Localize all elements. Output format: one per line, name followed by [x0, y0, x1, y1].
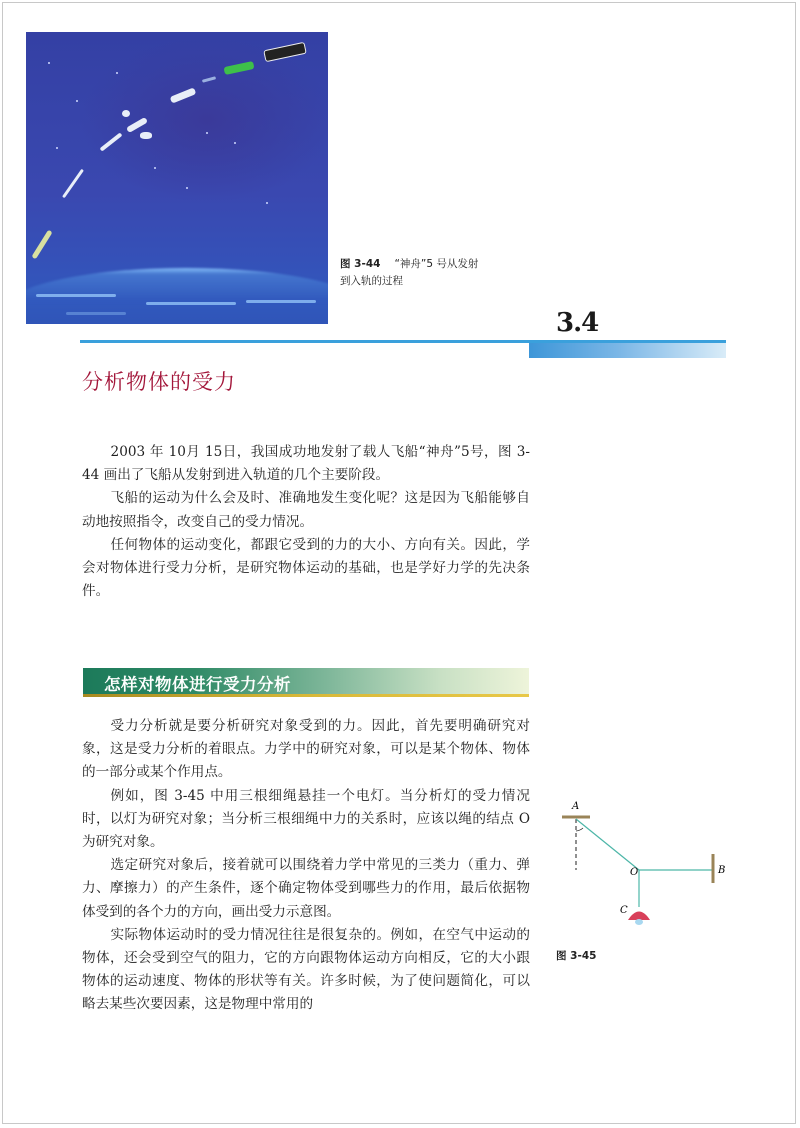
spacecraft-stage — [170, 87, 197, 103]
paragraph: 受力分析就是要分析研究对象受到的力。因此，首先要明确研究对象，这是受力分析的着眼点。力学中的研究对象，可以是某个物体、物体的一部分或某个作用点。 — [82, 718, 530, 781]
earth-cloud — [66, 312, 126, 315]
section-rule-block — [529, 343, 726, 358]
star — [116, 72, 118, 74]
paragraph: 例如，图 3-45 中用三根细绳悬挂一个电灯。当分析灯的受力情况时，以灯为研究对象；当分析三根细绳中力的关系时，应该以绳的结点 O 为研究对象。 — [82, 787, 530, 851]
paragraph: 2003 年 10月 15日，我国成功地发射了载人飞船“神舟”5号，图 3-44 画出了飞船从发射到进入轨道的几个主要阶段。 — [82, 444, 530, 484]
label-a: A — [572, 801, 580, 812]
rocket-launch-stage — [31, 230, 52, 260]
rope-ao — [576, 819, 639, 870]
section-number: 3.4 — [556, 308, 599, 338]
rocket-second-stage — [126, 117, 148, 133]
fairing-piece — [140, 132, 152, 139]
spacecraft-orbit — [263, 42, 307, 62]
spacecraft-solar-panel — [223, 61, 254, 75]
star — [266, 202, 268, 204]
intro-text — [82, 441, 530, 603]
star — [76, 100, 78, 102]
star — [154, 167, 156, 169]
fairing-piece — [122, 110, 130, 117]
angle-arc — [576, 828, 583, 831]
star — [186, 187, 188, 189]
paragraph: 飞船的运动为什么会及时、准确地发生变化呢？这是因为飞船能够自动地按照指令，改变自己的受力情况。 — [82, 490, 530, 530]
subsection-title: 怎样对物体进行受力分析 — [104, 675, 291, 694]
figure-3-44-caption — [340, 256, 540, 290]
caption-line-1: “神舟”5 号从发射 — [394, 258, 479, 270]
label-o: O — [630, 867, 639, 878]
star — [48, 62, 50, 64]
label-b: B — [718, 865, 726, 876]
lamp-bulb — [635, 919, 643, 925]
star — [206, 132, 208, 134]
rocket-booster-stage — [62, 169, 84, 199]
lamp-shade — [628, 912, 650, 921]
spacecraft-stage — [202, 76, 216, 83]
caption-line-2: 到入轨的过程 — [340, 275, 403, 287]
label-c: C — [620, 905, 628, 916]
body-text — [82, 715, 530, 1017]
rocket-first-stage — [100, 132, 123, 151]
paragraph: 选定研究对象后，接着就可以围绕着力学中常见的三类力（重力、弹力、摩擦力）的产生条件，逐个确定物体受到哪些力的作用，最后依据物体受到的各个力的方向，画出受力示意图。 — [82, 857, 530, 920]
star — [234, 142, 236, 144]
paragraph: 实际物体运动时的受力情况往往是很复杂的。例如，在空气中运动的物体，还会受到空气的阻力，它的方向跟物体运动方向相反，它的大小跟物体的运动速度、物体的形状等有关。许多时候，为了使问题简化，可以略去某些次要因素，这是物理中常用的 — [82, 926, 530, 1013]
earth-cloud — [36, 294, 116, 297]
earth-cloud — [246, 300, 316, 303]
figure-3-45-caption: 图 3-45 — [556, 950, 597, 962]
earth-cloud — [146, 302, 236, 305]
figure-3-44-image — [26, 32, 328, 324]
section-title: 分析物体的受力 — [82, 370, 236, 394]
figure-3-45-diagram — [550, 795, 740, 945]
paragraph: 任何物体的运动变化，都跟它受到的力的大小、方向有关。因此，学会对物体进行受力分析，是研究物体运动的基础，也是学好力学的先决条件。 — [82, 536, 530, 600]
figure-number: 图 3-44 — [340, 258, 381, 270]
star — [56, 147, 58, 149]
